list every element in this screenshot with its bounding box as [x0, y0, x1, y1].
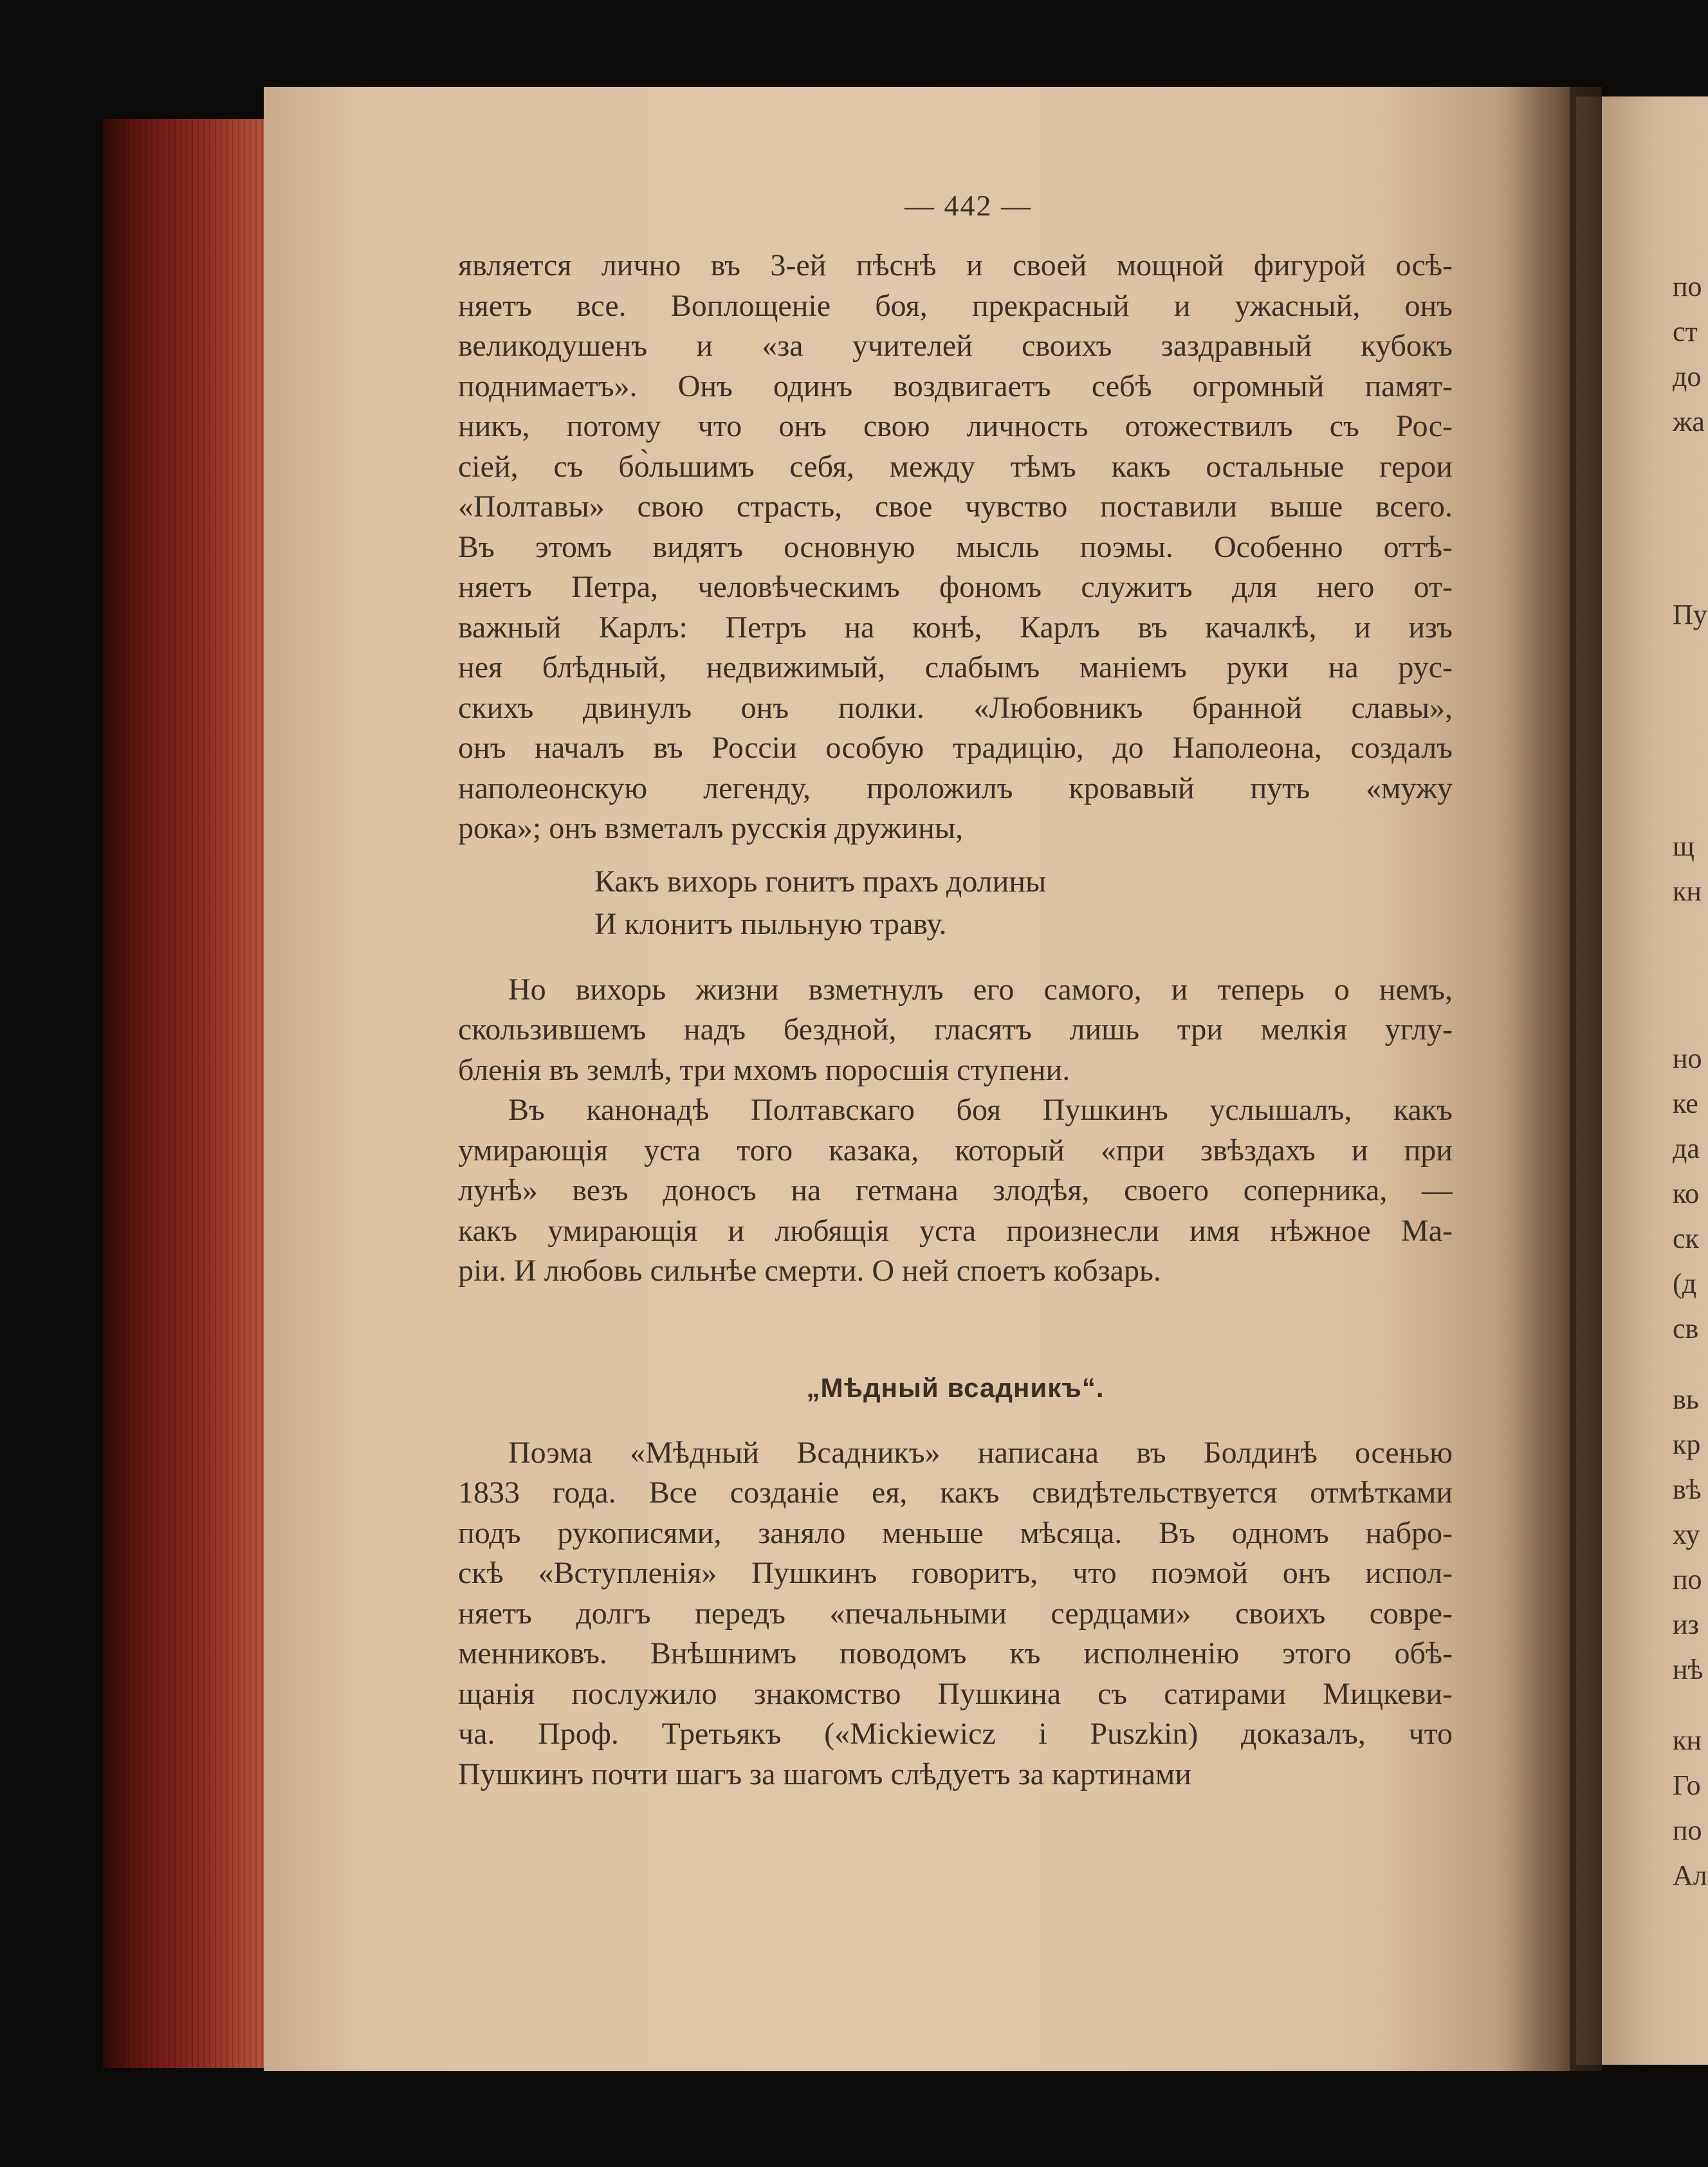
text-line: щанія послужило знакомство Пушкина съ сатирами Мицкеви-: [458, 1676, 1453, 1711]
book-page-edges: [103, 119, 270, 2068]
text-line: няетъ все. Воплощеніе боя, прекрасный и ужасный, онъ: [458, 288, 1453, 323]
next-page-text-fragment: да: [1673, 1133, 1700, 1164]
paragraph: [458, 1433, 1453, 1795]
text-line: наполеонскую легенду, проложилъ кровавый путь «мужу: [458, 771, 1453, 805]
next-page-text-fragment: нѣ: [1673, 1654, 1703, 1685]
text-line: Въ этомъ видятъ основную мысль поэмы. Особенно оттѣ-: [458, 529, 1453, 564]
text-line: ча. Проф. Третьякъ («Mickiewicz i Puszkin) доказалъ, что: [458, 1717, 1453, 1751]
next-page-text-fragment: щ: [1673, 830, 1694, 862]
next-page-text-fragment: кр: [1673, 1429, 1701, 1460]
book-gutter-shadow: [1499, 87, 1602, 2071]
next-page-text-fragment: Го: [1673, 1769, 1701, 1801]
text-line: ріи. И любовь сильнѣе смерти. О ней споетъ кобзарь.: [458, 1254, 1161, 1288]
next-page-text-fragment: Ал: [1673, 1860, 1707, 1891]
next-page-text-fragment: кн: [1673, 1724, 1702, 1756]
next-page-text-fragment: Пу: [1673, 599, 1707, 630]
paragraph-group-middle: [458, 970, 1453, 1292]
next-page-text-fragment: (д: [1673, 1268, 1697, 1299]
next-page-text-fragment: по: [1673, 1815, 1702, 1846]
page-number: — 442 —: [905, 189, 1032, 222]
page-text-block: [458, 180, 1453, 1795]
text-line: является лично въ 3-ей пѣснѣ и своей мощной фигурой осѣ-: [458, 248, 1453, 282]
next-page-text-fragment: вѣ: [1673, 1474, 1702, 1505]
verse-line: И клонитъ пыльную траву.: [594, 906, 947, 941]
text-line: важный Карлъ: Петръ на конѣ, Карлъ въ качалкѣ, и изъ: [458, 610, 1453, 645]
next-page-text-fragment: до: [1673, 361, 1702, 392]
next-page-text-fragment: ко: [1673, 1178, 1700, 1209]
text-line: скѣ «Вступленія» Пушкинъ говоритъ, что поэмой онъ испол-: [458, 1556, 1453, 1590]
verse-quote: [458, 861, 1453, 946]
text-line: лунѣ» везъ доносъ на гетмана злодѣя, своего соперника, —: [458, 1173, 1453, 1207]
next-page-text-fragment: из: [1673, 1609, 1699, 1640]
next-page-text-fragment: кн: [1673, 875, 1702, 907]
paragraph-group-bottom: [458, 1433, 1453, 1795]
paragraph: [458, 1090, 1453, 1292]
text-line: какъ умирающія и любящія уста произнесли имя нѣжное Ма-: [458, 1213, 1453, 1248]
text-line: Поэма «Мѣдный Всадникъ» написана въ Болдинѣ осенью: [508, 1435, 1453, 1470]
text-line: сіей, съ бо̀льшимъ себя, между тѣмъ какъ остальные герои: [458, 449, 1453, 484]
next-page-text-fragment: ск: [1673, 1223, 1699, 1254]
text-line: 1833 года. Все созданіе ея, какъ свидѣтельствуется отмѣтками: [458, 1476, 1453, 1510]
text-line: Въ канонадѣ Полтавскаго боя Пушкинъ услышалъ, какъ: [508, 1093, 1453, 1127]
next-page-text-fragment: по: [1673, 1564, 1702, 1595]
text-line: няетъ долгъ передъ «печальными сердцами» своихъ совре-: [458, 1596, 1453, 1631]
paragraph: [458, 246, 1453, 849]
next-page-text-fragment: ст: [1673, 316, 1698, 347]
text-line: подъ рукописями, заняло меньше мѣсяца. Въ одномъ набро-: [458, 1515, 1453, 1550]
text-line: скользившемъ надъ бездной, гласятъ лишь три мелкія углу-: [458, 1012, 1453, 1047]
next-page-text-fragment: по: [1673, 271, 1702, 302]
next-page-text-fragment: но: [1673, 1043, 1702, 1074]
text-line: бленія въ землѣ, три мхомъ поросшія ступени.: [458, 1052, 1070, 1087]
next-page-text-fragment: св: [1673, 1313, 1699, 1344]
text-line: Пушкинъ почти шагъ за шагомъ слѣдуетъ за картинами: [458, 1757, 1191, 1791]
text-line: онъ началъ въ Россіи особую традицію, до Наполеона, создалъ: [458, 731, 1453, 765]
text-line: поднимаетъ». Онъ одинъ воздвигаетъ себѣ огромный памят-: [458, 369, 1453, 403]
next-page-text-fragment: ке: [1673, 1088, 1698, 1119]
text-line: нея блѣдный, недвижимый, слабымъ маніемъ руки на рус-: [458, 650, 1453, 684]
paragraph: [458, 970, 1453, 1091]
text-line: няетъ Петра, человѣческимъ фономъ служитъ для него от-: [458, 570, 1453, 604]
text-line: рока»; онъ взметалъ русскія дружины,: [458, 811, 964, 845]
text-line: никъ, потому что онъ свою личность отожествилъ съ Рос-: [458, 409, 1453, 443]
paragraph-group-top: [458, 246, 1453, 849]
text-line: великодушенъ и «за учителей своихъ заздравный кубокъ: [458, 329, 1453, 363]
next-page-text-fragment: вь: [1673, 1384, 1699, 1415]
next-page-text-fragment: ху: [1673, 1519, 1700, 1550]
text-line: «Полтавы» свою страсть, свое чувство поставили выше всего.: [458, 489, 1453, 524]
section-heading: „Мѣдный всадникъ“.: [806, 1372, 1105, 1403]
verse-line: Какъ вихорь гонитъ прахъ долины: [594, 864, 1047, 899]
text-line: умирающія уста того казака, который «при звѣздахъ и при: [458, 1133, 1453, 1167]
text-line: менниковъ. Внѣшнимъ поводомъ къ исполненію этого обѣ-: [458, 1636, 1453, 1670]
next-page-text-fragment: жа: [1673, 406, 1705, 437]
text-line: скихъ двинулъ онъ полки. «Любовникъ бранной славы»,: [458, 690, 1453, 725]
text-line: Но вихорь жизни взметнулъ его самого, и теперь о немъ,: [508, 972, 1453, 1007]
